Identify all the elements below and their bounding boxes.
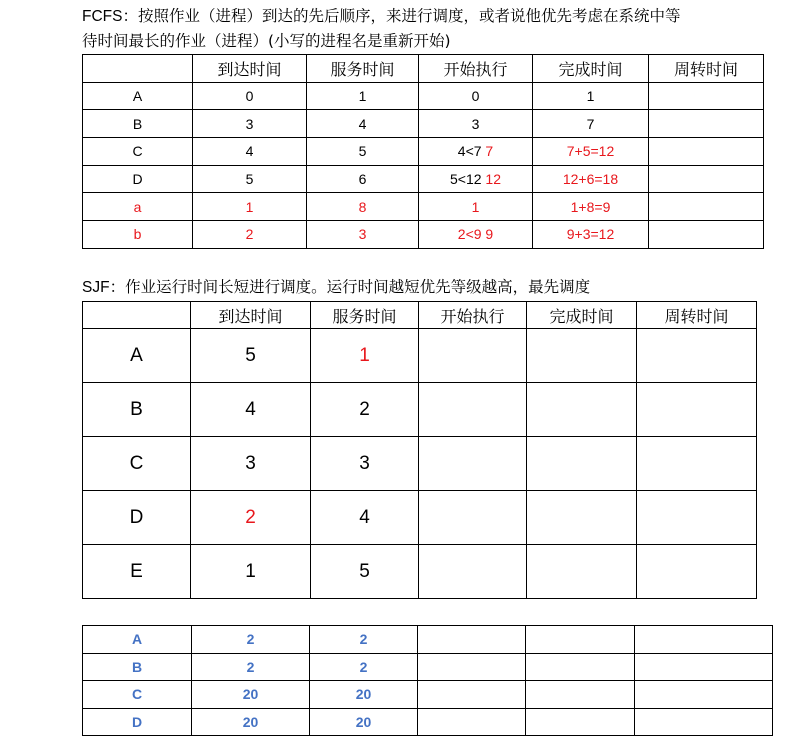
arrive-time: 5 — [191, 329, 311, 383]
process-name: A — [83, 82, 193, 110]
finish-time — [526, 626, 635, 654]
finish-time: 12+6=18 — [533, 165, 649, 193]
start-exec — [419, 110, 533, 138]
turnaround-time — [637, 545, 757, 599]
arrive-time: 20 — [192, 681, 310, 709]
finish-time: 1+8=9 — [533, 193, 649, 221]
turnaround-time — [635, 681, 773, 709]
arrive-time: 1 — [193, 193, 307, 221]
header-turnaround-time: 周转时间 — [649, 55, 764, 83]
table-row — [83, 110, 764, 138]
process-name: E — [83, 545, 191, 599]
finish-time — [527, 545, 637, 599]
process-name: C — [83, 437, 191, 491]
turnaround-time — [637, 491, 757, 545]
finish-time — [526, 708, 635, 736]
service-time: 5 — [311, 545, 419, 599]
start-value: 1 — [471, 198, 480, 215]
table-row — [83, 138, 764, 166]
finish-time — [527, 437, 637, 491]
start-actual: 7 — [485, 143, 494, 160]
process-name: b — [83, 221, 193, 249]
header-turnaround-time: 周转时间 — [637, 302, 757, 329]
service-time: 20 — [310, 681, 418, 709]
process-name: A — [83, 329, 191, 383]
table-row — [83, 626, 773, 654]
turnaround-time — [649, 221, 764, 249]
start-exec — [419, 82, 533, 110]
start-exec — [419, 329, 527, 383]
table-row — [83, 221, 764, 249]
process-name: D — [83, 708, 192, 736]
table-row — [83, 193, 764, 221]
sjf-label: SJF — [82, 279, 110, 296]
header-start-exec: 开始执行 — [419, 55, 533, 83]
arrive-time: 3 — [193, 110, 307, 138]
start-value: 0 — [471, 88, 480, 105]
table-row — [83, 708, 773, 736]
arrive-time: 3 — [191, 437, 311, 491]
finish-time: 7+5=12 — [533, 138, 649, 166]
table-row — [83, 491, 757, 545]
table-row — [83, 653, 773, 681]
turnaround-time — [637, 383, 757, 437]
start-value: 3 — [471, 115, 480, 132]
table-row — [83, 437, 757, 491]
turnaround-time — [649, 165, 764, 193]
table-row — [83, 383, 757, 437]
start-exec — [419, 221, 533, 249]
turnaround-time — [649, 110, 764, 138]
service-time: 3 — [311, 437, 419, 491]
service-time: 1 — [307, 82, 419, 110]
start-exec — [418, 708, 526, 736]
start-exec — [418, 681, 526, 709]
finish-time — [527, 329, 637, 383]
service-time: 8 — [307, 193, 419, 221]
header-cell — [83, 302, 191, 329]
header-finish-time: 完成时间 — [533, 55, 649, 83]
finish-time — [527, 491, 637, 545]
process-name: D — [83, 491, 191, 545]
fcfs-label: FCFS — [82, 8, 123, 25]
fcfs-line-1 — [82, 4, 772, 29]
finish-time: 7 — [533, 110, 649, 138]
process-name: B — [83, 110, 193, 138]
header-service-time: 服务时间 — [307, 55, 419, 83]
start-exec — [419, 491, 527, 545]
service-time: 2 — [310, 626, 418, 654]
turnaround-time — [635, 653, 773, 681]
start-exec — [419, 437, 527, 491]
turnaround-time — [637, 437, 757, 491]
finish-time: 1 — [533, 82, 649, 110]
start-exec — [419, 545, 527, 599]
start-exec — [419, 383, 527, 437]
process-name: B — [83, 653, 192, 681]
finish-time — [527, 383, 637, 437]
fcfs-description — [82, 4, 772, 53]
process-name: C — [83, 138, 193, 166]
service-time: 20 — [310, 708, 418, 736]
service-time: 4 — [307, 110, 419, 138]
header-arrive-time: 到达时间 — [191, 302, 311, 329]
arrive-time: 5 — [193, 165, 307, 193]
start-exec — [418, 626, 526, 654]
start-exec — [419, 165, 533, 193]
turnaround-time — [637, 329, 757, 383]
header-cell — [83, 55, 193, 83]
arrive-time: 1 — [191, 545, 311, 599]
service-time: 2 — [311, 383, 419, 437]
process-name: a — [83, 193, 193, 221]
start-exec — [419, 193, 533, 221]
start-value: 2<9 9 — [457, 226, 494, 243]
header-start-exec: 开始执行 — [419, 302, 527, 329]
finish-time — [526, 681, 635, 709]
start-value: 5<12 — [449, 171, 482, 188]
turnaround-time — [649, 82, 764, 110]
arrive-time: 4 — [193, 138, 307, 166]
header-finish-time: 完成时间 — [527, 302, 637, 329]
start-exec — [418, 653, 526, 681]
arrive-time: 2 — [192, 626, 310, 654]
fcfs-line-1-text: ：按照作业（进程）到达的先后顺序，来进行调度，或者说他优先考虑在系统中等 — [122, 7, 681, 25]
process-name: C — [83, 681, 192, 709]
arrive-time: 0 — [193, 82, 307, 110]
process-name: D — [83, 165, 193, 193]
service-time: 2 — [310, 653, 418, 681]
arrive-time: 2 — [192, 653, 310, 681]
sjf-table — [82, 301, 757, 599]
table-row — [83, 329, 757, 383]
service-time: 1 — [311, 329, 419, 383]
turnaround-time — [649, 138, 764, 166]
finish-time: 9+3=12 — [533, 221, 649, 249]
turnaround-time — [635, 626, 773, 654]
process-name: A — [83, 626, 192, 654]
service-time: 4 — [311, 491, 419, 545]
sjf-description — [82, 275, 772, 300]
service-time: 3 — [307, 221, 419, 249]
process-name: B — [83, 383, 191, 437]
extra-table — [82, 625, 773, 736]
arrive-time: 20 — [192, 708, 310, 736]
start-value: 4<7 — [457, 143, 482, 160]
fcfs-line-2: 待时间最长的作业（进程）(小写的进程名是重新开始) — [82, 32, 451, 50]
header-arrive-time: 到达时间 — [193, 55, 307, 83]
service-time: 5 — [307, 138, 419, 166]
finish-time — [526, 653, 635, 681]
table-row — [83, 82, 764, 110]
arrive-time: 2 — [193, 221, 307, 249]
table-row — [83, 545, 757, 599]
turnaround-time — [635, 708, 773, 736]
table-header-row — [83, 55, 764, 83]
arrive-time: 4 — [191, 383, 311, 437]
sjf-description-text: ：作业运行时间长短进行调度。运行时间越短优先等级越高，最先调度 — [109, 278, 591, 296]
service-time: 6 — [307, 165, 419, 193]
start-actual: 12 — [485, 171, 501, 188]
table-row — [83, 681, 773, 709]
fcfs-table — [82, 54, 764, 249]
header-service-time: 服务时间 — [311, 302, 419, 329]
arrive-time: 2 — [191, 491, 311, 545]
table-header-row — [83, 302, 757, 329]
table-row — [83, 165, 764, 193]
start-exec — [419, 138, 533, 166]
turnaround-time — [649, 193, 764, 221]
